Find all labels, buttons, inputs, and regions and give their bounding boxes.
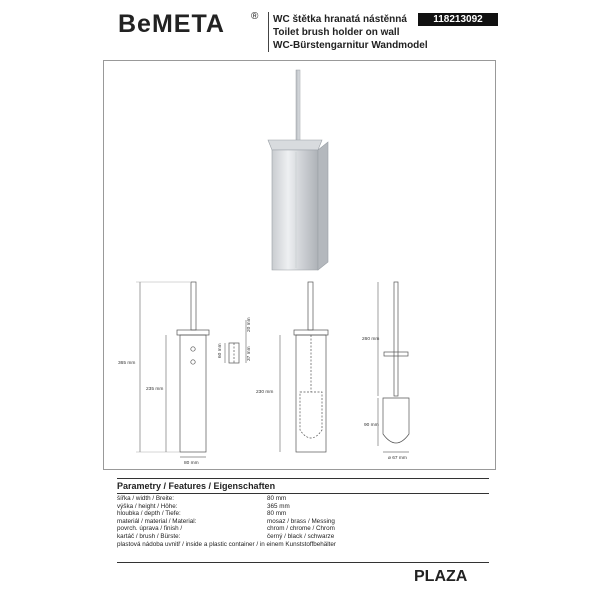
param-label: výška / height / Höhe: <box>117 502 178 510</box>
dim-brush-height: 90 mm <box>364 423 379 428</box>
param-label: materiál / material / Material: <box>117 517 197 525</box>
section-handle <box>308 282 313 330</box>
table-row <box>117 533 489 541</box>
registered-mark: ® <box>251 11 259 22</box>
param-label: hloubka / depth / Tiefe: <box>117 510 181 518</box>
bracket-view <box>229 343 239 363</box>
dim-brush-diameter: ø 67 mm <box>388 456 407 461</box>
param-value: 80 mm <box>267 495 287 502</box>
front-view-body <box>180 335 206 452</box>
parameters-table <box>117 495 489 548</box>
param-label: povrch. úprava / finish / <box>117 525 183 533</box>
brush-head <box>383 398 409 443</box>
dim-body-height: 235 mm <box>146 387 164 392</box>
parameters-title: Parametry / Features / Eigenschaften <box>117 478 489 494</box>
table-row <box>117 503 489 511</box>
table-row <box>117 518 489 526</box>
param-value: černý / black / schwarze <box>267 532 335 540</box>
param-value: 365 mm <box>267 502 290 510</box>
brush-handle <box>394 282 398 396</box>
param-value: chrom / chrome / Chrom <box>267 525 335 533</box>
param-label: kartáč / brush / Bürste: <box>117 532 181 540</box>
dim-bracket-top: 20 mm <box>247 317 252 332</box>
front-view-lid <box>177 330 209 335</box>
brand-logo: BeMETA <box>118 10 225 38</box>
dim-handle-length: 260 mm <box>362 337 380 342</box>
brush-disc <box>384 352 408 356</box>
front-view-handle <box>191 282 196 330</box>
section-lid <box>294 330 328 335</box>
table-row <box>117 541 489 549</box>
table-row <box>117 525 489 533</box>
dim-bracket-bottom: 37 mm <box>247 346 252 361</box>
footer-divider <box>117 562 489 563</box>
title-cz: WC štětka hranatá nástěnná <box>273 14 407 25</box>
param-note: plastová nádoba uvnitř / inside a plastic container / in einem Kunststoffbehälter <box>117 540 337 548</box>
title-en: Toilet brush holder on wall <box>273 27 400 38</box>
table-row <box>117 510 489 518</box>
series-name: PLAZA <box>414 568 468 585</box>
param-value: mosaz / brass / Messing <box>267 517 335 525</box>
parameters-section <box>117 478 489 548</box>
dim-width: 80 mm <box>184 461 199 466</box>
dim-total-height: 365 mm <box>118 361 136 366</box>
product-code: 118213092 <box>418 13 498 26</box>
table-row <box>117 495 489 503</box>
param-value: 80 mm <box>267 510 287 518</box>
section-brush <box>300 392 322 438</box>
title-de: WC-Bürstengarnitur Wandmodel <box>273 40 428 51</box>
param-label: šířka / width / Breite: <box>117 495 175 502</box>
dim-bracket-height: 60 mm <box>218 343 223 358</box>
dim-container-height: 230 mm <box>256 390 274 395</box>
